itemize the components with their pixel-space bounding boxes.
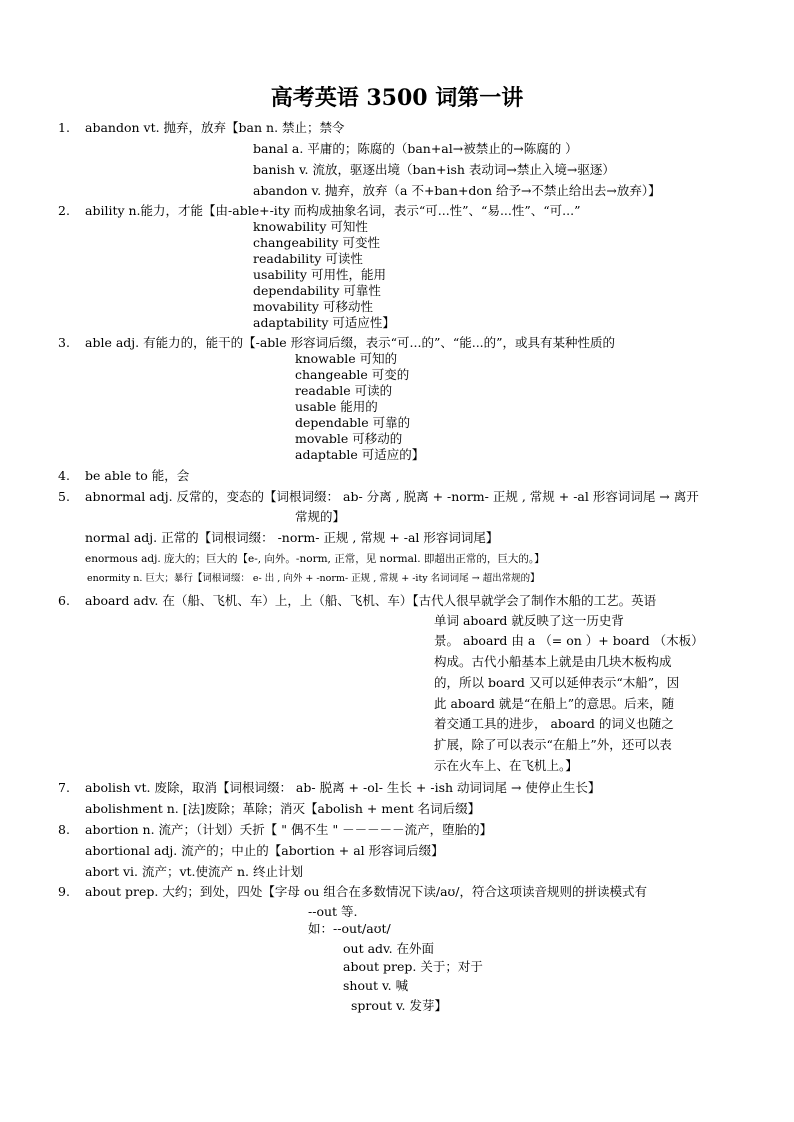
- text-line: abandon v. 抛弃，放弃（a 不+ban+don 给予→不禁止给出去→放弃）】: [253, 183, 661, 198]
- text-line: banal a. 平庸的；陈腐的（ban+al→被禁止的→陈腐的 ）: [253, 141, 578, 156]
- text-line: abortion n. 流产；（计划）夭折【 " 偶不生 " －－－－－流产，堕胎的】: [85, 822, 493, 837]
- text-line: enormity n. 巨大；暴行【词根词缀： e- 出 , 向外 + -norm- 正规 , 常规 + -ity 名词词尾 → 超出常规的】: [87, 573, 540, 584]
- text-line: 此 aboard 就是“在船上”的意思。后来，随: [434, 696, 675, 711]
- text-line: aboard adv. 在（船、飞机、车）上，上（船、飞机、车）【古代人很早就学会了制作木船的工艺。英语: [85, 593, 657, 608]
- text-line: knowable 可知的: [295, 351, 398, 366]
- text-line: 示在火车上、在飞机上。】: [434, 758, 578, 773]
- text-line: banish v. 流放，驱逐出境（ban+ish 表动词→禁止入境→驱逐）: [253, 162, 615, 177]
- entry-number: 5.: [58, 489, 70, 504]
- text-line: abandon vt. 抛弃，放弃【ban n. 禁止；禁令: [85, 120, 345, 135]
- text-line: 构成。古代小船基本上就是由几块木板构成: [434, 654, 672, 669]
- text-line: abolish vt. 废除，取消【词根词缀： ab- 脱离 + -ol- 生长 + -ish 动词词尾 → 使停止生长】: [85, 780, 601, 795]
- text-line: 景。 aboard 由 a （= on ）+ board （木板）: [434, 633, 704, 648]
- entry-number: 9.: [58, 884, 70, 899]
- text-line: adaptability 可适应性】: [253, 315, 395, 330]
- text-line: abolishment n. [法]废除；革除；消灭【abolish + ment 名词后缀】: [85, 801, 481, 816]
- entry-number: 1.: [58, 120, 70, 135]
- page-title: 高考英语 3500 词第一讲: [270, 85, 524, 111]
- entry-number: 2.: [58, 203, 70, 218]
- text-line: out adv. 在外面: [343, 941, 435, 956]
- text-line: enormous adj. 庞大的；巨大的【e-, 向外。-norm, 正常，见 normal. 即超出正常的，巨大的。】: [85, 553, 545, 565]
- text-line: knowability 可知性: [253, 219, 368, 234]
- text-line: about prep. 大约；到处，四处【字母 ou 组合在多数情况下读/aʊ/，符合这项读音规则的拼读模式有: [85, 884, 648, 899]
- text-line: usability 可用性，能用: [253, 267, 386, 282]
- text-line: 的，所以 board 又可以延伸表示“木船”，因: [434, 675, 680, 690]
- text-line: able adj. 有能力的，能干的【-able 形容词后缀，表示“可...的”、“能...的”，或具有某种性质的: [85, 335, 616, 350]
- text-line: changeable 可变的: [295, 367, 410, 382]
- entry-number: 8.: [58, 822, 70, 837]
- text-line: abortional adj. 流产的；中止的【abortion + al 形容词后缀】: [85, 843, 444, 858]
- text-line: adaptable 可适应的】: [295, 447, 425, 462]
- text-line: shout v. 喊: [343, 978, 409, 993]
- text-line: about prep. 关于；对于: [343, 959, 483, 974]
- text-line: 扩展，除了可以表示“在船上”外，还可以表: [434, 737, 672, 752]
- text-line: movable 可移动的: [295, 431, 403, 446]
- entry-number: 3.: [58, 335, 70, 350]
- text-line: 单词 aboard 就反映了这一历史背: [434, 613, 624, 628]
- text-line: 着交通工具的进步， aboard 的词义也随之: [434, 716, 674, 731]
- text-line: readability 可读性: [253, 251, 363, 266]
- text-line: normal adj. 正常的【词根词缀： -norm- 正规 , 常规 + -al 形容词词尾】: [85, 530, 499, 545]
- text-line: 如：--out/aʊt/: [308, 921, 391, 936]
- text-line: abnormal adj. 反常的，变态的【词根词缀： ab- 分离 , 脱离 + -norm- 正规 , 常规 + -al 形容词词尾 → 离开: [85, 489, 699, 504]
- text-line: be able to 能，会: [85, 468, 190, 483]
- text-line: --out 等.: [308, 904, 358, 919]
- text-line: ability n.能力，才能【由-able+-ity 而构成抽象名词，表示“可...性”、“易...性”、“可...”: [85, 203, 581, 218]
- text-line: readable 可读的: [295, 383, 393, 398]
- text-line: dependability 可靠性: [253, 283, 381, 298]
- text-line: movability 可移动性: [253, 299, 373, 314]
- entry-number: 4.: [58, 468, 70, 483]
- text-line: dependable 可靠的: [295, 415, 411, 430]
- text-line: changeability 可变性: [253, 235, 380, 250]
- text-line: abort vi. 流产；vt.使流产 n. 终止计划: [85, 864, 303, 879]
- entry-number: 6.: [58, 593, 70, 608]
- text-line: 常规的】: [295, 509, 346, 524]
- text-line: sprout v. 发芽】: [351, 998, 447, 1013]
- text-line: usable 能用的: [295, 399, 378, 414]
- entry-number: 7.: [58, 780, 70, 795]
